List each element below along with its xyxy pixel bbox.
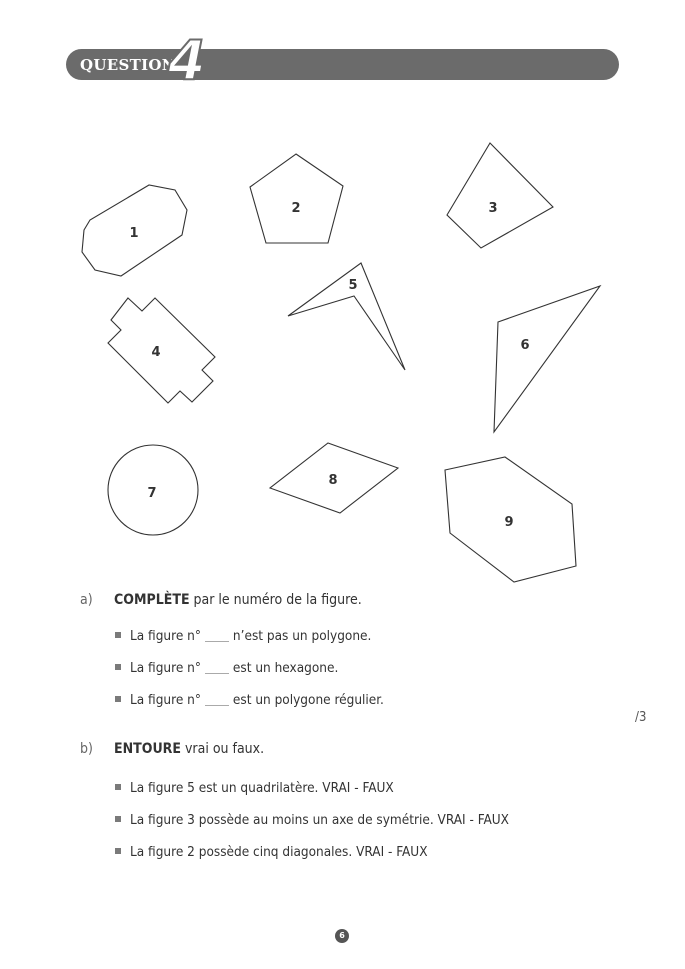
figure-3-shape bbox=[447, 143, 553, 248]
figure-9-label: 9 bbox=[504, 515, 514, 530]
figure-7-label: 7 bbox=[147, 486, 157, 501]
figure-5-label: 5 bbox=[348, 278, 358, 293]
item-prefix: La figure n° bbox=[130, 660, 201, 676]
part-a-score: /3 bbox=[635, 710, 647, 725]
item-prefix: La figure n° bbox=[130, 692, 201, 708]
statement-text: La figure 2 possède cinq diagonales. VRAI - FAUX bbox=[130, 844, 428, 860]
figure-6-label: 6 bbox=[520, 338, 530, 353]
figure-2-label: 2 bbox=[291, 201, 301, 216]
figure-5-shape bbox=[288, 263, 405, 370]
part-b-item-1[interactable] bbox=[115, 779, 394, 797]
item-prefix: La figure n° bbox=[130, 628, 201, 644]
figure-8-label: 8 bbox=[328, 473, 338, 488]
question-label: QUESTION bbox=[80, 56, 176, 74]
answer-blank-2[interactable] bbox=[205, 661, 229, 674]
part-a-instruction-verb: COMPLÈTE bbox=[114, 592, 190, 608]
part-a-instruction bbox=[114, 591, 362, 609]
part-a-item-2 bbox=[115, 659, 338, 677]
part-a-letter: a) bbox=[80, 592, 93, 608]
bullet-square-icon bbox=[115, 696, 121, 702]
part-a-item-3 bbox=[115, 691, 384, 709]
part-b-item-3[interactable] bbox=[115, 843, 428, 861]
bullet-square-icon bbox=[115, 816, 121, 822]
figure-3-label: 3 bbox=[488, 201, 498, 216]
part-b-letter: b) bbox=[80, 741, 93, 757]
statement-text: La figure 5 est un quadrilatère. VRAI - FAUX bbox=[130, 780, 394, 796]
question-number: 4 bbox=[168, 29, 206, 92]
bullet-square-icon bbox=[115, 664, 121, 670]
item-suffix: est un hexagone. bbox=[232, 660, 339, 676]
figure-4-shape bbox=[108, 298, 215, 403]
bullet-square-icon bbox=[115, 848, 121, 854]
bullet-square-icon bbox=[115, 632, 121, 638]
figure-2-shape bbox=[250, 154, 343, 243]
figure-6-shape bbox=[494, 286, 600, 432]
answer-blank-1[interactable] bbox=[205, 629, 229, 642]
figure-4-label: 4 bbox=[151, 345, 161, 360]
answer-blank-3[interactable] bbox=[205, 693, 229, 706]
part-a-item-1 bbox=[115, 627, 371, 645]
bullet-square-icon bbox=[115, 784, 121, 790]
page-number: 6 bbox=[335, 929, 349, 943]
item-suffix: est un polygone régulier. bbox=[232, 692, 384, 708]
figure-1-label: 1 bbox=[129, 226, 139, 241]
part-b-instruction-verb: ENTOURE bbox=[114, 741, 181, 757]
part-a-instruction-text: par le numéro de la figure. bbox=[189, 592, 362, 608]
item-suffix: n’est pas un polygone. bbox=[232, 628, 372, 644]
statement-text: La figure 3 possède au moins un axe de symétrie. VRAI - FAUX bbox=[130, 812, 509, 828]
part-b-instruction-text: vrai ou faux. bbox=[180, 741, 265, 757]
part-b-instruction bbox=[114, 740, 264, 758]
part-b-item-2[interactable] bbox=[115, 811, 509, 829]
